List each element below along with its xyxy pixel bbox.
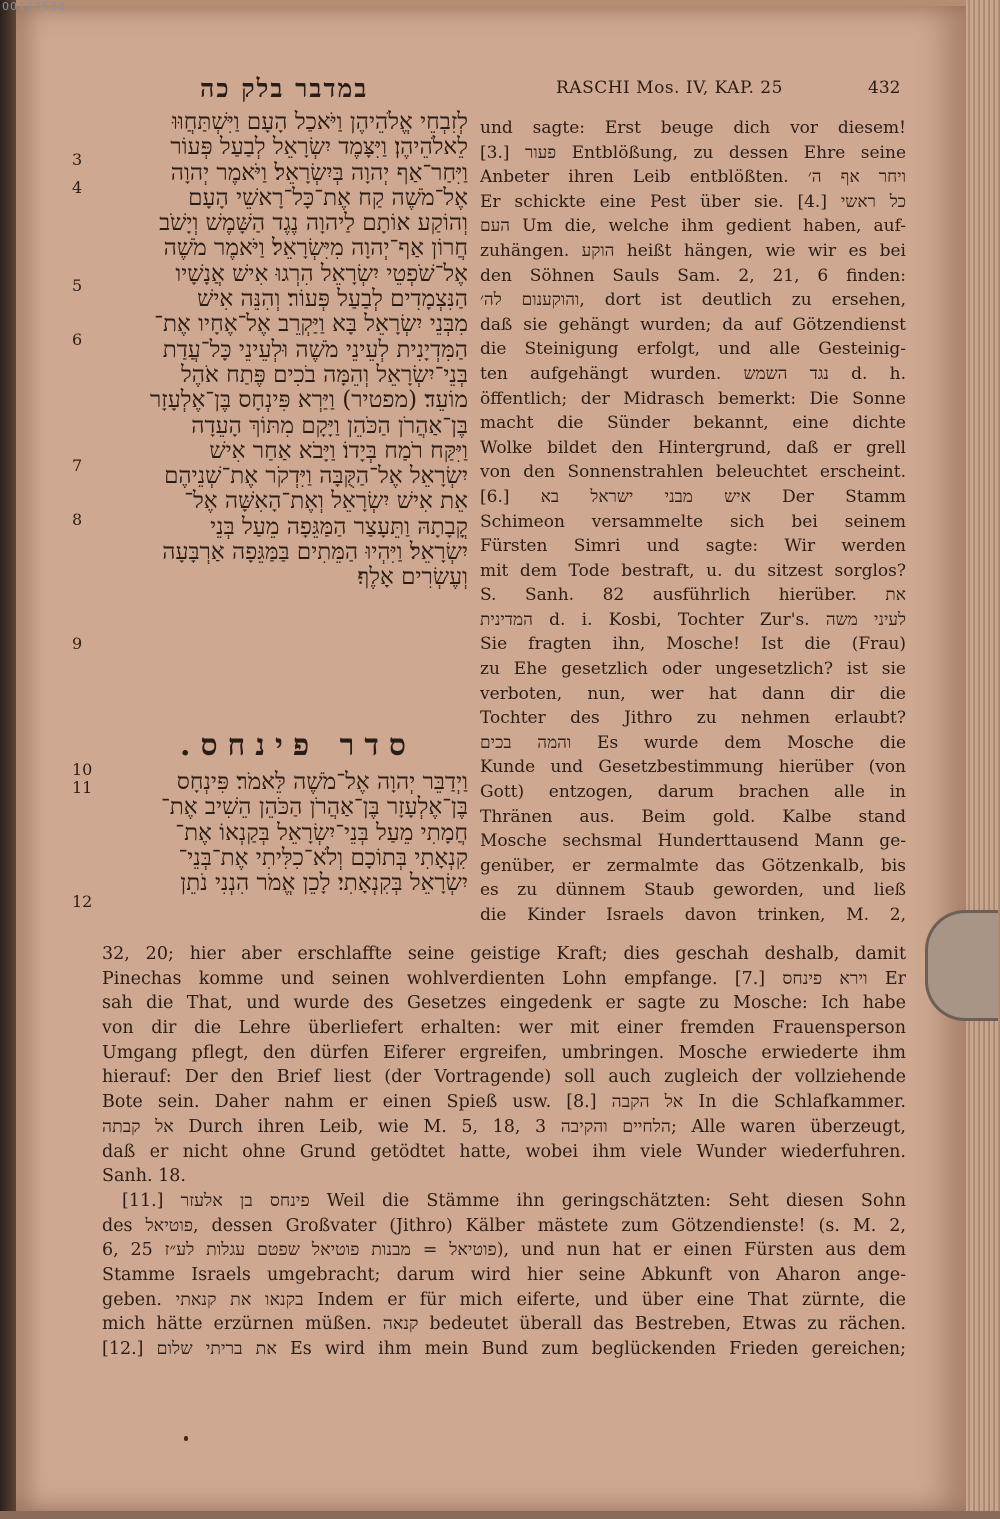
commentary-line: es zu dünnem Staub geworden, und ließ <box>480 880 906 901</box>
verse-number: 8 <box>72 510 83 529</box>
running-head-hebrew: במדבר בלק כה <box>200 74 369 103</box>
commentary-line: mit dem Tode bestraft, u. du sitzest sorglos? <box>480 560 906 581</box>
commentary-line: die Steinigung erfolgt, und alle Gesteinig- <box>480 339 906 360</box>
verse-number: 4 <box>72 178 83 197</box>
hebrew-line: וְעֶשְׂרִים אָלֶף׃ <box>357 565 468 591</box>
commentary-full-width <box>102 942 906 1362</box>
verse-number: 5 <box>72 276 83 295</box>
commentary-line: von dir die Lehre überliefert erhalten: wer mit einer fremden Frauensperson <box>102 1018 906 1039</box>
page-number: 432 <box>868 78 901 98</box>
commentary-line: hierauf: Der den Brief liest (der Vortragende) soll auch zugleich der vollziehende <box>102 1067 906 1088</box>
commentary-line: Sie fragten ihn, Mosche! Ist die (Frau) <box>480 634 906 655</box>
commentary-line: [3.] פעור Entblößung, zu dessen Ehre seine <box>480 142 906 163</box>
verse-number: 7 <box>72 456 83 475</box>
commentary-line: mich hätte erzürnen müßen. קנאה bedeutet überall das Bestreben, Etwas zu rächen. <box>102 1314 906 1335</box>
commentary-line: Sanh. 18. <box>102 1166 186 1187</box>
verse-number: 10 <box>72 760 93 779</box>
sidra-heading: סדר פינחס. <box>180 728 416 763</box>
commentary-line: Gott) entzogen, darum brachen alle in <box>480 782 906 803</box>
commentary-line: sah die That, und wurde des Gesetzes eingedenk er sagte zu Mosche: Ich habe <box>102 993 906 1014</box>
commentary-line: genüber, er zermalmte das Götzenkalb, bis <box>480 855 906 876</box>
commentary-line: die Kinder Israels davon trinken, M. 2, <box>480 905 906 925</box>
commentary-line: Fürsten Simri und sagte: Wir werden <box>480 536 906 557</box>
commentary-line: ten aufgehängt wurden. נגד השמש d. h. <box>480 363 906 384</box>
commentary-line: Pinechas komme und seinen wohlverdienten Lohn empfange. [7.] וירא פינחס Er <box>102 968 906 989</box>
hebrew-line: לֵאלֹהֵיהֶן׃ וַיִּצָּמֶד יִשְׂרָאֵל לְבַעַל פְּעוֹר <box>170 135 468 161</box>
hebrew-text-column <box>96 110 468 591</box>
hebrew-line: וַיִּחַר־אַף יְהוָה בְּיִשְׂרָאֵל׃ וַיֹּאמֶר יְהוָה <box>170 160 468 186</box>
page-edges <box>966 0 1000 1519</box>
hebrew-line: חֲמָתִי מֵעַל בְּנֵי־יִשְׂרָאֵל בְּקַנְאוֹ אֶת־ <box>175 820 468 846</box>
commentary-line: Bote sein. Daher nahm er einen Spieß usw. [8.] אל הקבה In die Schlafkammer. <box>102 1092 906 1113</box>
commentary-line: und sagte: Erst beuge dich vor diesem! <box>480 118 906 138</box>
commentary-line: Stamme Israels umgebracht; darum wird hier seine Abkunft von Aharon ange- <box>102 1264 906 1285</box>
commentary-line: macht die Sünder bekannt, eine dichte <box>480 413 906 434</box>
commentary-line: verboten, nun, wer hat dann dir die <box>480 683 906 704</box>
bottom-edge <box>0 1511 1000 1519</box>
hebrew-line: וַיִּקַּח רֹמַח בְּיָדוֹ׃ וַיָּבֹא אַחַר אִישׁ <box>209 438 468 464</box>
commentary-line: Schimeon versammelte sich bei seinem <box>480 511 906 532</box>
commentary-line: zu Ehe gesetzlich oder ungesetzlich? ist sie <box>480 659 906 680</box>
commentary-line: Mosche sechsmal Hunderttausend Mann ge- <box>480 831 906 852</box>
commentary-line: Thränen aus. Beim gold. Kalbe stand <box>480 806 906 827</box>
commentary-line: Wolke bildet den Hintergrund, daß er grell <box>480 437 906 458</box>
commentary-line: Anbeter ihren Leib entblößten. ויחר אף ה׳ <box>480 167 906 188</box>
hebrew-line: וַיְדַבֵּר יְהוָה אֶל־מֹשֶׁה לֵּאמֹר׃ פִּינְחָס <box>176 770 468 795</box>
commentary-line: den Söhnen Sauls Sam. 2, 21, 6 finden: <box>480 265 906 286</box>
ink-speck <box>184 1436 188 1441</box>
commentary-line: [12.] את בריתי שלום Es wird ihm mein Bund zum beglückenden Frieden gereichen; <box>102 1339 906 1359</box>
hebrew-line: אֵת אִישׁ יִשְׂרָאֵל וְאֶת־הָאִשָּׁה אֶל־ <box>184 489 468 515</box>
hebrew-line: חֲרוֹן אַף־יְהוָה מִיִּשְׂרָאֵל׃ וַיֹּאמֶר מֹשֶׁה <box>163 236 468 262</box>
commentary-line: zuhängen. הוקע heißt hängen, wie wir es bei <box>480 240 906 261</box>
verse-number: 9 <box>72 634 83 653</box>
verse-number: 3 <box>72 150 83 169</box>
commentary-line: des פוטיאל, dessen Großvater (Jithro) Kälber mästete zum Götzendienste! (s. M. 2, <box>102 1215 906 1236</box>
hebrew-line: בְּנֵי־יִשְׂרָאֵל וְהֵמָּה בֹכִים פֶּתַח אֹהֶל <box>181 362 468 388</box>
commentary-line: אל קבתה Durch ihren Leib, wie M. 5, 18, 3 הלחיים והקיבה; Alle waren überzeugt, <box>102 1116 906 1137</box>
hebrew-text-column-2 <box>96 770 468 896</box>
verse-number: 6 <box>72 330 83 349</box>
commentary-line: geben. בקנאו את קנאתי Indem er für mich eiferte, und über eine That zürnte, die <box>102 1289 906 1310</box>
book-spine <box>0 0 16 1519</box>
commentary-line: והוקענום לה׳, dort ist deutlich zu ersehen, <box>480 290 906 311</box>
commentary-line: [6.] איש מבני ישראל בא Der Stamm <box>480 486 906 507</box>
commentary-line: öffentlich; der Midrasch bemerkt: Die Sonne <box>480 388 906 409</box>
verse-number: 12 <box>72 892 93 911</box>
commentary-line: Er schickte eine Pest über sie. [4.] כל ראשי <box>480 191 906 212</box>
running-head-title: RASCHI Mos. IV, KAP. 25 <box>556 78 783 98</box>
commentary-column <box>480 116 906 928</box>
verse-number: 11 <box>72 778 93 797</box>
hebrew-line: קִנְאָתִי בְּתוֹכָם וְלֹא־כִלִּיתִי אֶת־בְּנֵי־ <box>178 845 468 871</box>
hebrew-line: הַנִּצְמָדִים לְבַעַל פְּעוֹר׃ וְהִנֵּה אִישׁ <box>197 287 468 313</box>
hebrew-line: מִבְּנֵי יִשְׂרָאֵל בָּא וַיַּקְרֵב אֶל־אֶחָיו אֶת־ <box>154 312 468 338</box>
commentary-line: [11.] פינחס בן אלעזר Weil die Stämme ihn geringschätzten: Seht diesen Sohn <box>122 1190 906 1211</box>
hebrew-line: וְהוֹקַע אוֹתָם לַיהוָה נֶגֶד הַשָּׁמֶשׁ וְיָשֹׁב <box>159 211 468 237</box>
commentary-line: 6, 25 פוטיאל = מבנות פוטיאל שפטם עגלות לע״ז), und nun hat er einen Fürsten aus dem <box>102 1240 906 1261</box>
hebrew-line: קֳבָתָהּ וַתֵּעָצַר הַמַּגֵּפָה מֵעַל בְּנֵי <box>210 514 468 540</box>
hebrew-line: בֶּן־אֶלְעָזָר בֶּן־אַהֲרֹן הַכֹּהֵן הֵשִׁיב אֶת־ <box>160 795 468 821</box>
commentary-line: S. Sanh. 82 ausführlich hierüber. את <box>480 585 906 606</box>
scan-id: 00188538 <box>2 0 66 13</box>
hebrew-line: אֶל־שֹׁפְטֵי יִשְׂרָאֵל הִרְגוּ אִישׁ אֲנָשָׁיו <box>175 261 468 287</box>
hebrew-line: הַמִּדְיָנִית לְעֵינֵי מֹשֶׁה וּלְעֵינֵי כָּל־עֲדַת <box>162 337 468 363</box>
hebrew-line: יִשְׂרָאֵל אֶל־הַקֻּבָּה וַיִּדְקֹר אֶת־שְׁנֵיהֶם <box>164 464 468 490</box>
hebrew-line: לְזִבְחֵי אֱלֹהֵיהֶן וַיֹּאכַל הָעָם וַיִּשְׁתַּחֲוּוּ <box>172 110 468 135</box>
hebrew-line: יִשְׂרָאֵל בְּקִנְאָתִי׃ לָכֵן אֱמֹר הִנְנִי נֹתֵן <box>180 871 468 897</box>
hebrew-line: אֶל־מֹשֶׁה קַח אֶת־כָּל־רָאשֵׁי הָעָם <box>188 185 468 211</box>
commentary-line: daß sie gehängt wurden; da auf Götzendienst <box>480 314 906 335</box>
commentary-line: Kunde und Gesetzbestimmung hierüber (von <box>480 757 906 778</box>
commentary-line: 32, 20; hier aber erschlaffte seine geistige Kraft; dies geschah deshalb, damit <box>102 944 906 964</box>
commentary-line: והמה בכים Es wurde dem Mosche die <box>480 732 906 753</box>
commentary-line: המדינית d. i. Kosbi, Tochter Zur's. לעיני משה <box>480 609 906 630</box>
commentary-line: Umgang pflegt, den dürfen Eiferer ergreifen, umbringen. Mosche erwiederte ihm <box>102 1042 906 1063</box>
hebrew-line: מוֹעֵד׃ (מפטיר) וַיַּרְא פִּינְחָס בֶּן־אֶלְעָזָר <box>149 388 468 414</box>
commentary-line: העם Um die, welche ihm gedient haben, auf- <box>480 216 906 237</box>
hebrew-line: יִשְׂרָאֵל׃ וַיִּהְיוּ הַמֵּתִים בַּמַּגֵּפָה אַרְבָּעָה <box>162 540 468 566</box>
thumb-index-tab <box>925 910 998 1021</box>
commentary-line: Tochter des Jithro zu nehmen erlaubt? <box>480 708 906 729</box>
commentary-line: von den Sonnenstrahlen beleuchtet erscheint. <box>480 462 906 483</box>
commentary-line: daß er nicht ohne Grund getödtet hatte, wobei ihm viele Wunder wiederfuhren. <box>102 1141 906 1162</box>
hebrew-line: בֶּן־אַהֲרֹן הַכֹּהֵן וַיָּקָם מִתּוֹךְ הָעֵדָה <box>191 413 468 439</box>
